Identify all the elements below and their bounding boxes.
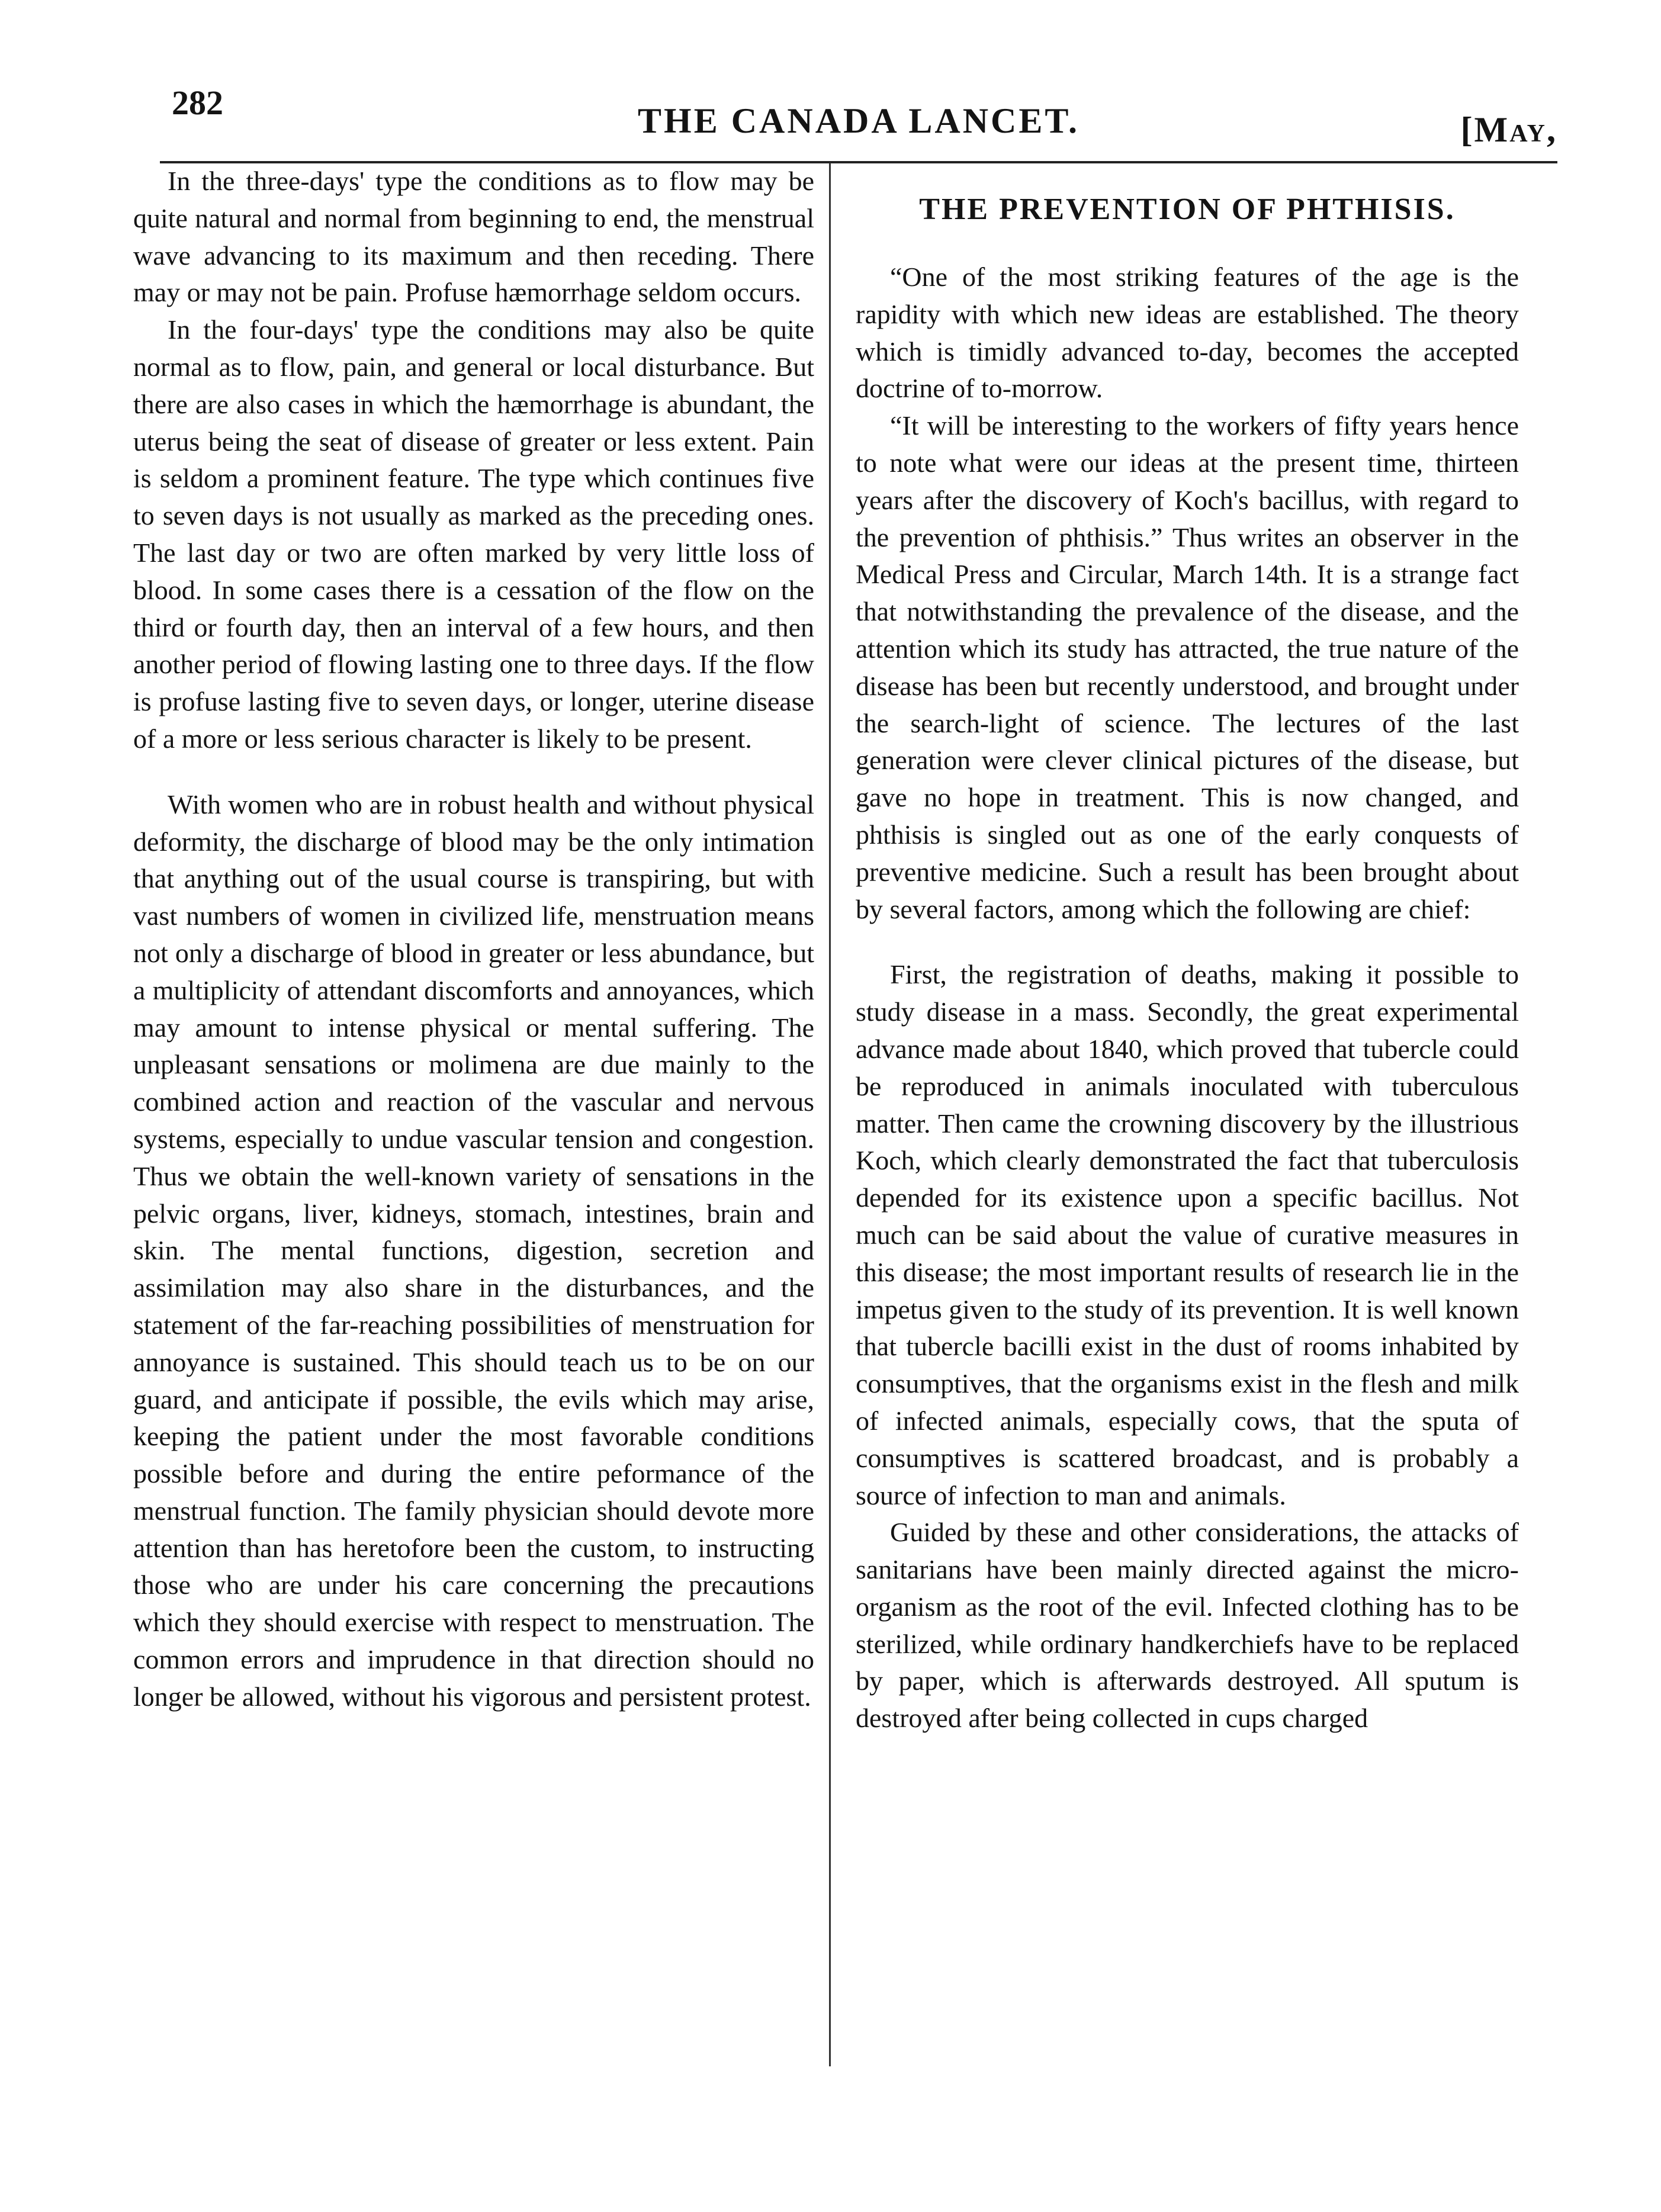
column-divider <box>829 163 831 2066</box>
paragraph: In the four-days' type the conditions may also be quite normal as to flow, pain, and general or local disturbance. But there are also cases in which the hæmorrhage is abundant, the uterus being the seat of disease of greater or less extent. Pain is seldom a prominent feature. The type which continues five to seven days is not usually as marked as the preceding ones. The last day or two are often marked by very little loss of blood. In some cases there is a cessation of the flow on the third or fourth day, then an interval of a few hours, and then another period of flowing lasting one to three days. If the flow is profuse lasting five to seven days, or longer, uterine disease of a more or less serious character is likely to be present. <box>133 314 814 754</box>
paragraph: First, the registration of deaths, making it possible to study disease in a mass. Secondly, the great experimental advance made about 1840, which proved that tubercle could be reproduced in animals inoculated with tuberculous matter. Then came the crowning discovery by the illustrious Koch, which clearly demonstrated the fact that tuberculosis depended for its existence upon a specific bacillus. Not much can be said about the value of curative measures in this disease; the most important results of research lie in the impetus given to the study of its prevention. It is well known that tubercle bacilli exist in the dust of rooms inhabited by consumptives, that the organisms exist in the flesh and milk of infected animals, especially cows, that the sputa of consumptives is scattered broadcast, and is probably a source of infection to man and animals. <box>856 959 1519 1510</box>
paragraph: “It will be interesting to the workers of fifty years hence to note what were our ideas at the present time, thirteen years after the discovery of Koch's bacillus, with regard to the prevention of phthisis.” Thus writes an observer in the Medical Press and Circular, March 14th. It is a strange fact that notwithstanding the prevalence of the disease, and the attention which its study has attracted, the true nature of the disease has been but recently understood, and brought under the search-light of science. The lectures of the last generation were clever clinical pictures of the disease, but gave no hope in treatment. This is now changed, and phthisis is singled out as one of the early conquests of preventive medicine. Such a result has been brought about by several factors, among which the following are chief: <box>856 410 1519 924</box>
right-column <box>844 163 1525 2072</box>
issue-month: [May, <box>1460 110 1557 149</box>
paragraph: With women who are in robust health and without physical deformity, the discharge of blood may be the only intimation that anything out of the usual course is transpiring, but with vast numbers of women in civilized life, menstruation means not only a discharge of blood in greater or less abundance, but a multiplicity of attendant discomforts and annoyances, which may amount to intense physical or mental suffering. The unpleasant sensations or molimena are due mainly to the combined action and reaction of the vascular and nervous systems, especially to undue vascular tension and congestion. Thus we obtain the well-known variety of sensations in the pelvic organs, liver, kidneys, stomach, intestines, brain and skin. The mental functions, digestion, secretion and assimilation may also share in the disturbances, and the statement of the far-reaching possibilities of menstruation for annoyance is sustained. This should teach us to be on our guard, and anticipate if possible, the evils which may arise, keeping the patient under the most favorable conditions possible before and during the entire peformance of the menstrual function. The family physician should devote more attention than has heretofore been the custom, to instructing those who are under his care concerning the precautions which they should exercise with respect to menstruation. The common errors and imprudence in that direction should no longer be allowed, without his vigorous and persistent protest. <box>133 789 814 1712</box>
journal-title: THE CANADA LANCET. <box>638 101 1080 140</box>
left-column <box>133 163 814 2072</box>
paragraph: In the three-days' type the conditions as to flow may be quite natural and normal from beginning to end, the menstrual wave advancing to its maximum and then receding. There may or may not be pain. Profuse hæmorrhage seldom occurs. <box>133 166 814 308</box>
paragraph: “One of the most striking features of the age is the rapidity with which new ideas are established. The theory which is timidly advanced to-day, becomes the accepted doctrine of to-morrow. <box>856 262 1519 404</box>
paragraph: Guided by these and other considerations, the attacks of sanitarians have been mainly directed against the micro-organism as the root of the evil. Infected clothing has to be sterilized, while ordinary handkerchiefs have to be replaced by paper, which is afterwards destroyed. All sputum is destroyed after being collected in cups charged <box>856 1517 1519 1734</box>
right-column-text <box>844 191 1525 1737</box>
left-column-text <box>133 163 814 1716</box>
article-title: THE PREVENTION OF PHTHISIS. <box>919 192 1456 226</box>
page-number: 282 <box>172 83 223 122</box>
page-header <box>160 71 1557 154</box>
